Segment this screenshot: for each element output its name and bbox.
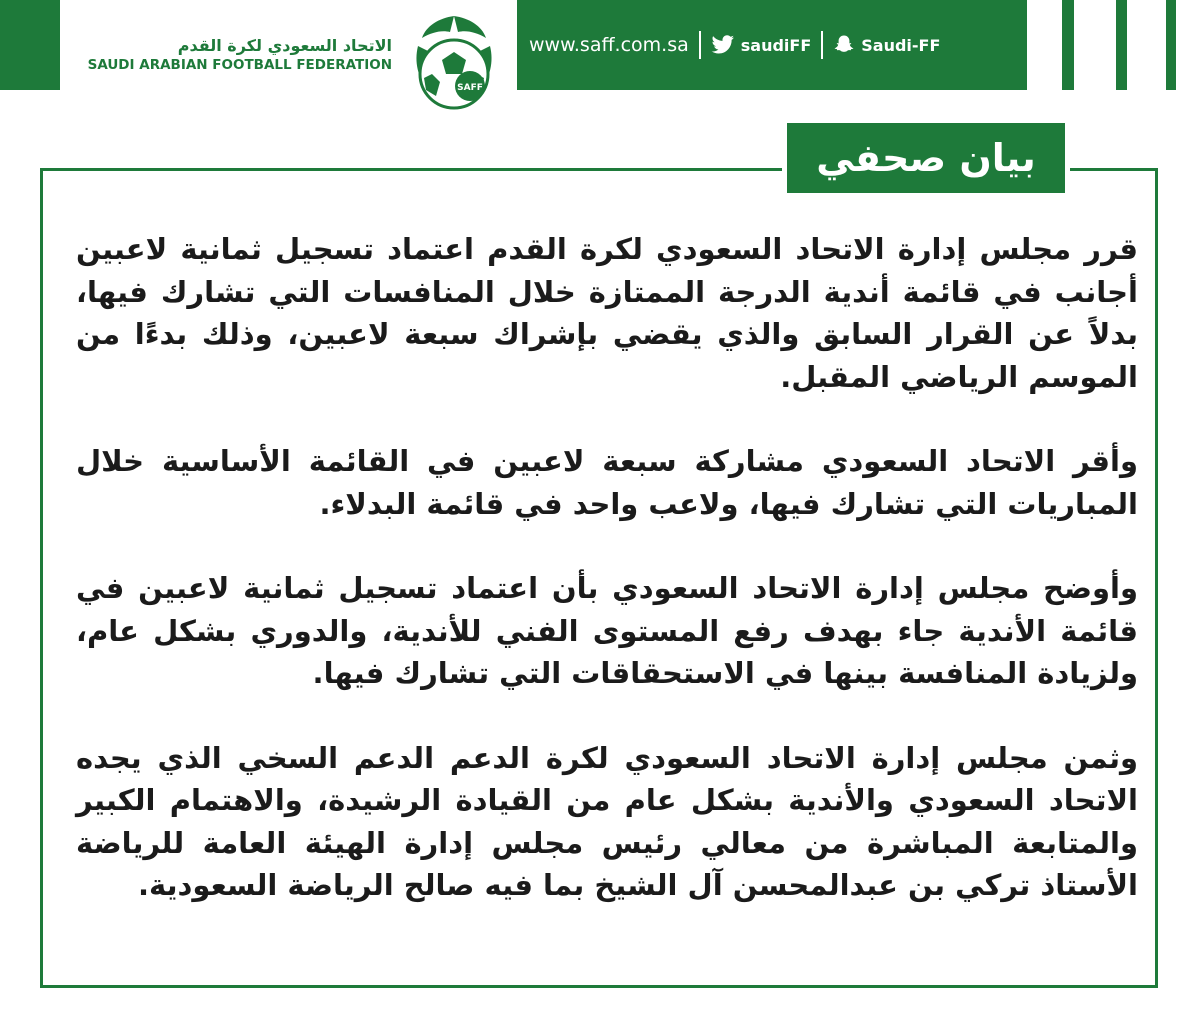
press-release-body xyxy=(76,228,1138,949)
paragraph-2: وأقر الاتحاد السعودي مشاركة سبعة لاعبين في القائمة الأساسية خلال المباريات التي تشارك فيها، ولاعب واحد في قائمة البدلاء. xyxy=(76,444,1138,521)
org-name-arabic: الاتحاد السعودي لكرة القدم xyxy=(177,36,392,55)
twitter-bird-icon xyxy=(711,35,735,55)
header-divider xyxy=(699,31,701,59)
svg-text:SAFF: SAFF xyxy=(457,83,483,93)
page-title: بيان صحفي xyxy=(816,136,1036,180)
saff-logo xyxy=(404,12,504,118)
header-stripe xyxy=(1166,0,1176,90)
paragraph-3: وأوضح مجلس إدارة الاتحاد السعودي بأن اعتماد تسجيل ثمانية لاعبين في قائمة الأندية جاء بهدف رفع المستوى الفني للأندية، والدوري بشكل عام، ولزيادة المنافسة بينها في الاستحقاقات التي تشارك فيها. xyxy=(76,571,1138,690)
website-link[interactable]: www.saff.com.sa xyxy=(529,34,689,56)
paragraph-4: وثمن مجلس إدارة الاتحاد السعودي لكرة الدعم الدعم السخي الذي يجده الاتحاد السعودي والأندية بشكل عام من القيادة الرشيدة، والاهتمام الكبير والمتابعة المباشرة من معالي رئيس مجلس إدارة الهيئة العامة للرياضة الأستاذ تركي بن عبدالمحسن آل الشيخ بما فيه صالح الرياضة السعودية. xyxy=(76,740,1138,902)
org-name-block xyxy=(72,36,392,74)
header-left-green-block xyxy=(0,0,60,90)
snapchat-handle-label: Saudi-FF xyxy=(861,35,941,55)
header-divider xyxy=(821,31,823,59)
header-contact-bar xyxy=(517,0,1027,90)
header-stripe xyxy=(1062,0,1074,90)
org-name-english: SAUDI ARABIAN FOOTBALL FEDERATION xyxy=(87,57,392,73)
snapchat-ghost-icon xyxy=(833,34,855,56)
snapchat-handle[interactable] xyxy=(833,34,940,56)
twitter-handle-label: saudiFF xyxy=(740,35,812,55)
paragraph-1: قرر مجلس إدارة الاتحاد السعودي لكرة القدم اعتماد تسجيل ثمانية لاعبين أجانب في قائمة أندية الدرجة الممتازة خلال المنافسات التي تشارك فيها، بدلاً عن القرار السابق والذي يقضي بإشراك سبعة لاعبين، وذلك بدءًا من الموسم الرياضي المقبل. xyxy=(76,232,1138,394)
twitter-handle[interactable] xyxy=(711,35,812,55)
header-stripe xyxy=(1116,0,1127,90)
title-banner xyxy=(782,118,1070,198)
